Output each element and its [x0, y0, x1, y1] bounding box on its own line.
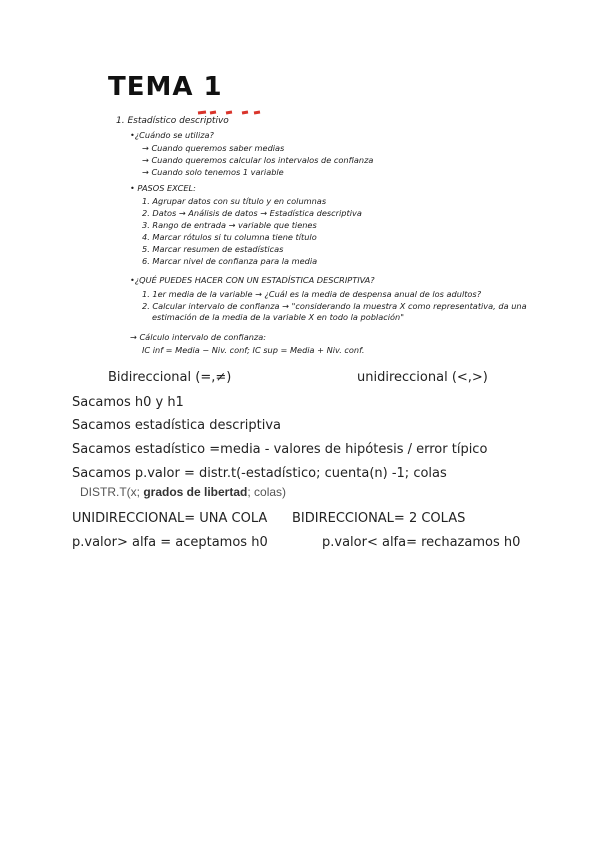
note-line: 1. Estadístico descriptivo [116, 116, 229, 126]
text-line: Sacamos p.valor = distr.t(-estadístico; cuenta(n) -1; colas [72, 466, 447, 481]
note-line: estimación de la media de la variable X en todo la población" [152, 312, 404, 322]
note-line: → Cálculo intervalo de confianza: [130, 332, 266, 342]
page-title: TEMA 1 [108, 72, 223, 102]
pvalor-mayor: p.valor> alfa = aceptamos h0 [72, 535, 268, 550]
note-line: •¿QUÉ PUEDES HACER CON UN ESTADÍSTICA DESCRIPTIVA? [130, 275, 375, 285]
handwritten-notes [108, 108, 578, 360]
unidireccional-label: unidireccional (<,>) [357, 370, 488, 385]
note-line: 3. Rango de entrada → variable que tienes [142, 220, 317, 230]
note-line: 1. 1er media de la variable → ¿Cuál es la media de despensa anual de los adultos? [142, 289, 482, 299]
note-line: → Cuando queremos saber medias [142, 143, 285, 153]
note-line: 2. Calcular intervalo de confianza → "considerando la muestra X como representativa, da una [142, 301, 527, 311]
text-line: Sacamos estadística descriptiva [72, 418, 282, 433]
note-line: → Cuando solo tenemos 1 variable [142, 167, 284, 177]
note-line: 6. Marcar nivel de confianza para la media [142, 256, 318, 266]
note-line: 5. Marcar resumen de estadísticas [142, 244, 284, 254]
hint-bold-arg: grados de libertad [143, 485, 248, 499]
bidireccional-label: Bidireccional (=,≠) [108, 370, 232, 385]
note-line: 4. Marcar rótulos si tu columna tiene título [142, 232, 317, 242]
note-line: • PASOS EXCEL: [130, 183, 196, 193]
text-line: Sacamos estadístico =media - valores de hipótesis / error típico [72, 442, 488, 457]
unidireccional-cola: UNIDIRECCIONAL= UNA COLA [72, 511, 268, 526]
note-line: •¿Cuándo se utiliza? [130, 130, 214, 140]
text-line: Sacamos h0 y h1 [72, 395, 184, 410]
bidireccional-colas: BIDIRECCIONAL= 2 COLAS [292, 511, 466, 526]
hint-function: DISTR.T(x; [80, 485, 144, 499]
pvalor-menor: p.valor< alfa= rechazamos h0 [322, 535, 521, 550]
note-line: 2. Datos → Análisis de datos → Estadística descriptiva [142, 208, 362, 218]
note-line: 1. Agrupar datos con su título y en columnas [142, 196, 327, 206]
hint-end: ; colas) [247, 485, 287, 499]
formula-hint [80, 485, 286, 499]
note-line: IC inf = Media − Niv. conf; IC sup = Media + Niv. conf. [142, 345, 365, 355]
note-line: → Cuando queremos calcular los intervalos de confianza [142, 155, 374, 165]
